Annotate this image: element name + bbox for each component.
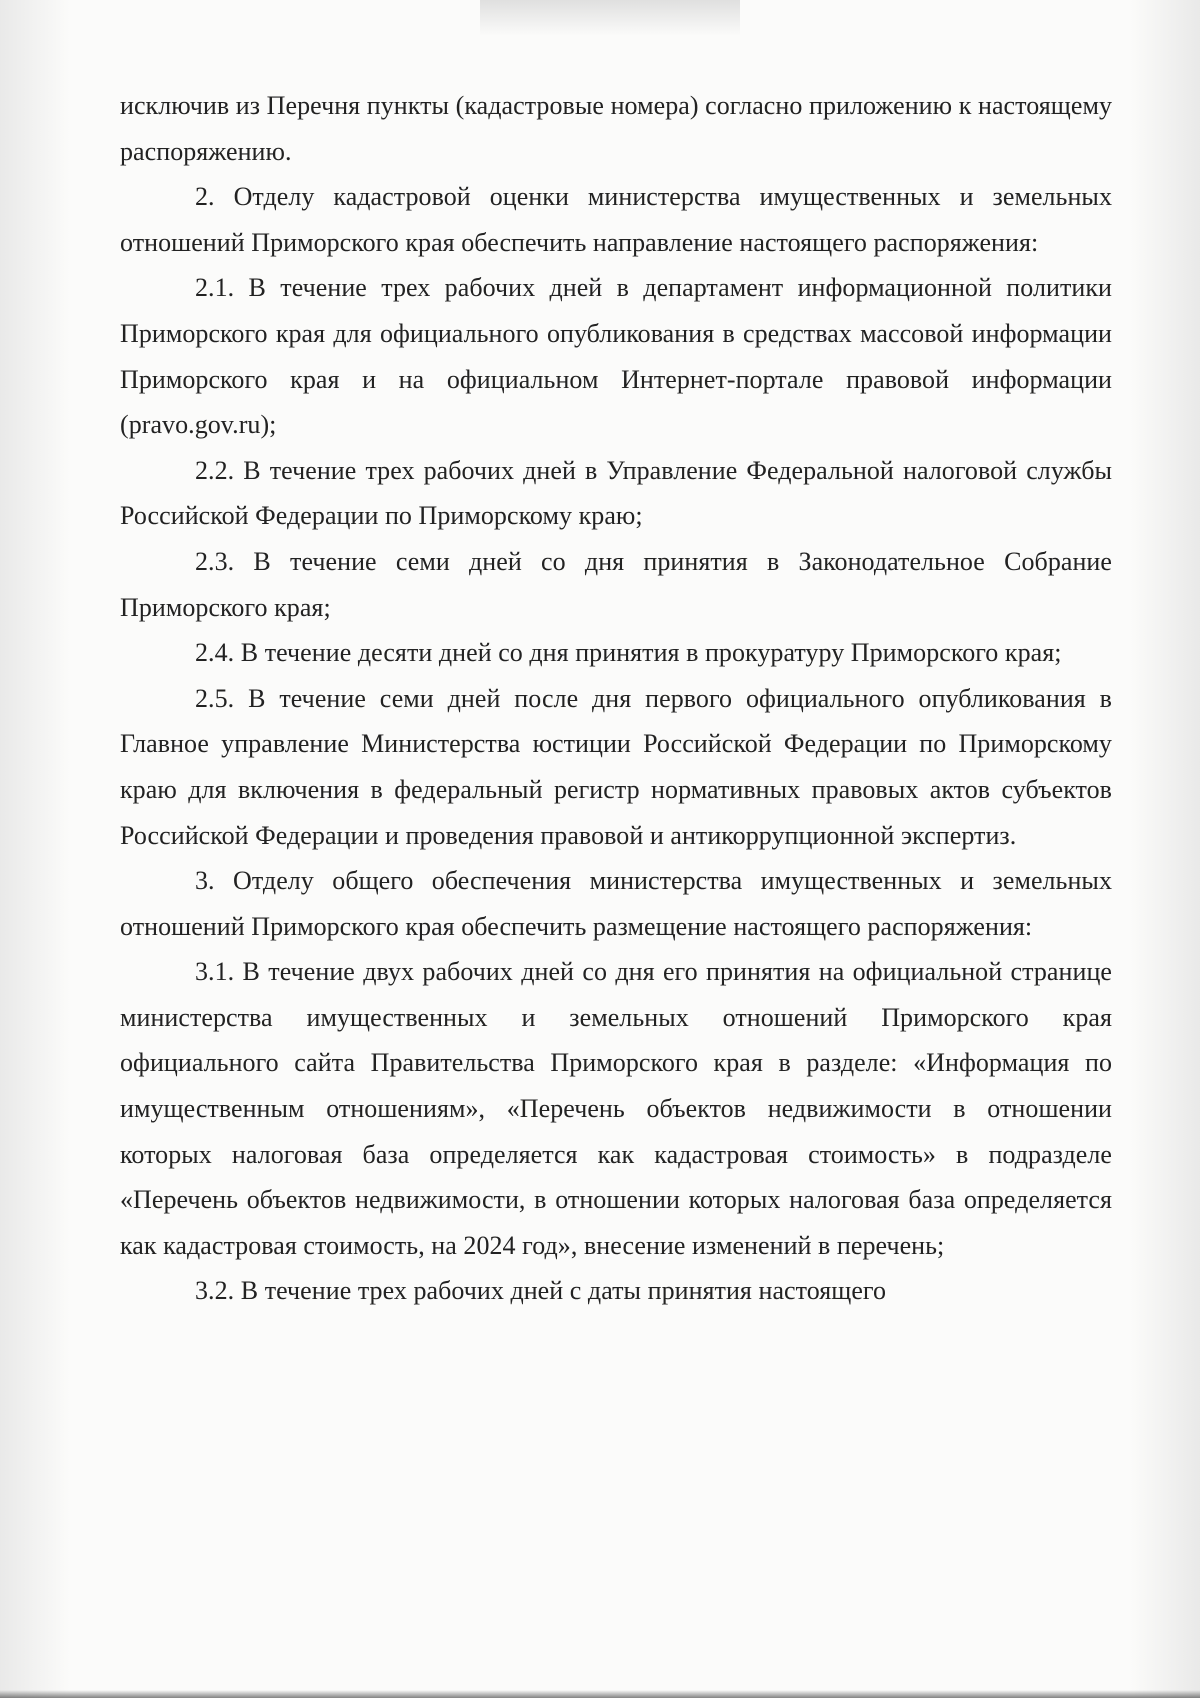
paragraph-item-3-2: 3.2. В течение трех рабочих дней с даты принятия настоящего (195, 1276, 887, 1306)
paragraph-item-3-1: 3.1. В течение двух рабочих дней со дня его принятия на официальной странице министерства имущественных и земельных отношений Приморского края официального сайта Правительства Приморского края в разделе: «Информация по имущественным отношениям», «Перечень объектов недвижимости в отношении которых налоговая база определяется как кадастровая стоимость» в подразделе «Перечень объектов недвижимости, в отношении которых налоговая база определяется как кадастровая стоимость, на 2024 год», внесение изменений в перечень; (120, 957, 1112, 1260)
scan-bottom-edge (0, 1690, 1200, 1698)
paragraph-item-2-5: 2.5. В течение семи дней после дня первого официального опубликования в Главное управление Министерства юстиции Российской Федерации по Приморскому краю для включения в федеральный регистр нормативных правовых актов субъектов Российской Федерации и проведения правовой и антикоррупционной экспертиз. (120, 683, 1112, 850)
paragraph-item-2-1: 2.1. В течение трех рабочих дней в департамент информационной политики Приморского края для официального опубликования в средствах массовой информации Приморского края и на официальном Интернет-портале правовой информации (pravo.gov.ru); (120, 273, 1112, 440)
paragraph-item-2-3: 2.3. В течение семи дней со дня принятия в Законодательное Собрание Приморского края; (120, 546, 1112, 622)
paragraph-item-2-4: 2.4. В течение десяти дней со дня принятия в прокуратуру Приморского края; (195, 638, 1062, 668)
paragraph-item-3: 3. Отделу общего обеспечения министерства имущественных и земельных отношений Приморского края обеспечить размещение настоящего распоряжения: (120, 866, 1112, 941)
paragraph-continuation: исключив из Перечня пункты (кадастровые номера) согласно приложению к настоящему распоряжению. (120, 91, 1112, 166)
scan-shadow-right (1130, 0, 1200, 1698)
paragraph-item-2: 2. Отделу кадастровой оценки министерства имущественных и земельных отношений Приморского края обеспечить направление настоящего распоряжения: (120, 182, 1112, 257)
document-body (120, 83, 1112, 1314)
paragraph-item-2-2: 2.2. В течение трех рабочих дней в Управление Федеральной налоговой службы Российской Федерации по Приморскому краю; (120, 455, 1112, 531)
scan-shadow-top (480, 0, 740, 36)
scan-shadow-left (0, 0, 70, 1698)
